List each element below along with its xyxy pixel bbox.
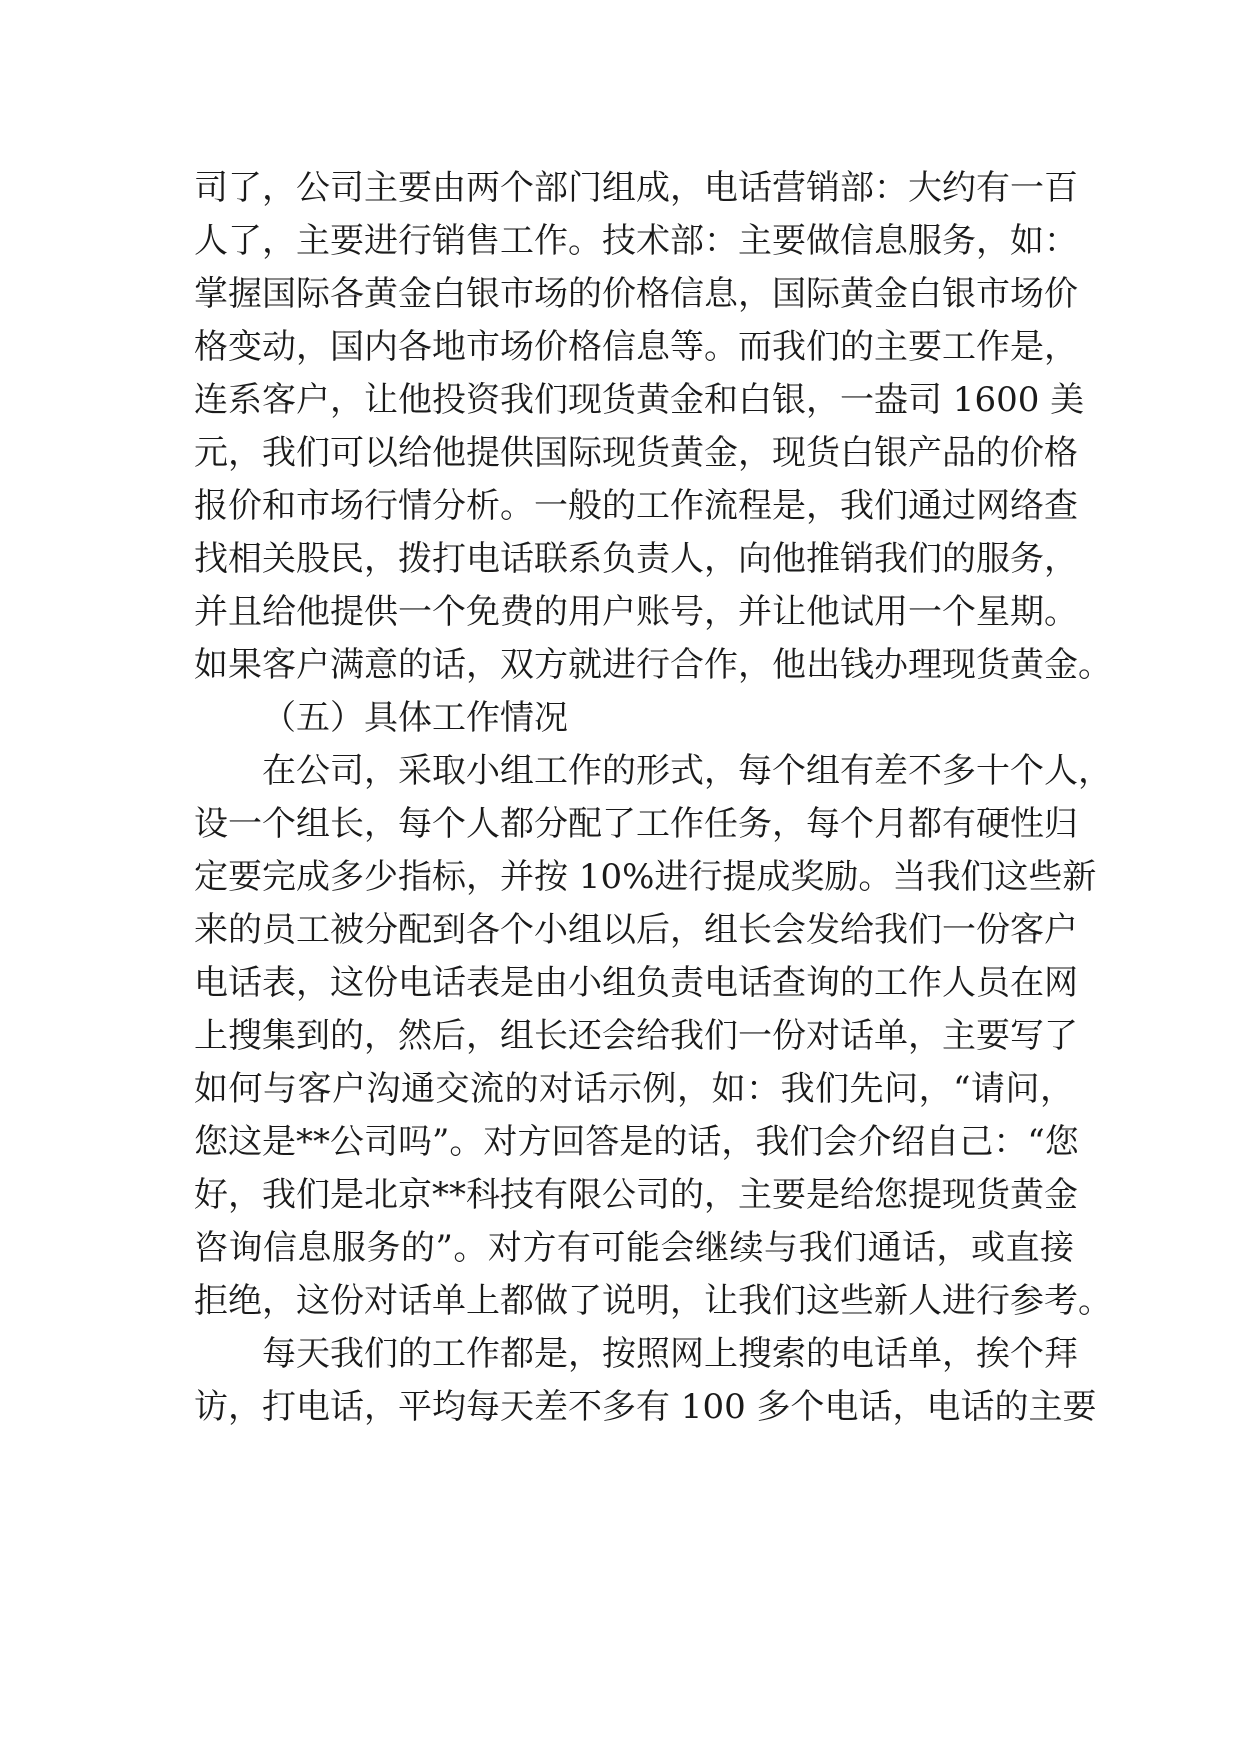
section-heading: （五）具体工作情况 (262, 698, 568, 738)
paragraph-line: 好，我们是北京**科技有限公司的，主要是给您提现货黄金 (194, 1175, 1078, 1215)
paragraph-line: 元，我们可以给他提供国际现货黄金，现货白银产品的价格 (194, 433, 1078, 473)
paragraph-line: 司了，公司主要由两个部门组成，电话营销部：大约有一百 (194, 168, 1078, 208)
paragraph-line: 人了，主要进行销售工作。技术部：主要做信息服务，如： (194, 221, 1078, 261)
paragraph-line: 访，打电话，平均每天差不多有 100 多个电话，电话的主要 (194, 1387, 1097, 1427)
paragraph-line: 来的员工被分配到各个小组以后，组长会发给我们一份客户 (194, 910, 1078, 950)
paragraph-line: 定要完成多少指标，并按 10%进行提成奖励。当我们这些新 (194, 857, 1097, 897)
paragraph-line: 设一个组长，每个人都分配了工作任务，每个月都有硬性归 (194, 804, 1078, 844)
paragraph-line: 咨询信息服务的”。对方有可能会继续与我们通话，或直接 (194, 1228, 1074, 1268)
paragraph-line: 在公司，采取小组工作的形式，每个组有差不多十个人， (262, 751, 1112, 791)
paragraph-line: 并且给他提供一个免费的用户账号，并让他试用一个星期。 (194, 592, 1078, 632)
paragraph-line: 格变动，国内各地市场价格信息等。而我们的主要工作是， (194, 327, 1078, 367)
paragraph-line: 报价和市场行情分析。一般的工作流程是，我们通过网络查 (194, 486, 1078, 526)
paragraph-line: 每天我们的工作都是，按照网上搜索的电话单，挨个拜 (262, 1334, 1078, 1374)
paragraph-line: 电话表，这份电话表是由小组负责电话查询的工作人员在网 (194, 963, 1078, 1003)
paragraph-line: 如何与客户沟通交流的对话示例，如：我们先问，“请问， (194, 1069, 1074, 1109)
paragraph-line: 找相关股民，拨打电话联系负责人，向他推销我们的服务， (194, 539, 1078, 579)
paragraph-line: 掌握国际各黄金白银市场的价格信息，国际黄金白银市场价 (194, 274, 1078, 314)
paragraph-line: 如果客户满意的话，双方就进行合作，他出钱办理现货黄金。 (194, 645, 1112, 685)
paragraph-line: 您这是**公司吗”。对方回答是的话，我们会介绍自己：“您 (194, 1122, 1079, 1162)
paragraph-line: 上搜集到的，然后，组长还会给我们一份对话单，主要写了 (194, 1016, 1078, 1056)
paragraph-line: 连系客户，让他投资我们现货黄金和白银，一盎司 1600 美 (194, 380, 1085, 420)
paragraph-line: 拒绝，这份对话单上都做了说明，让我们这些新人进行参考。 (194, 1281, 1112, 1321)
